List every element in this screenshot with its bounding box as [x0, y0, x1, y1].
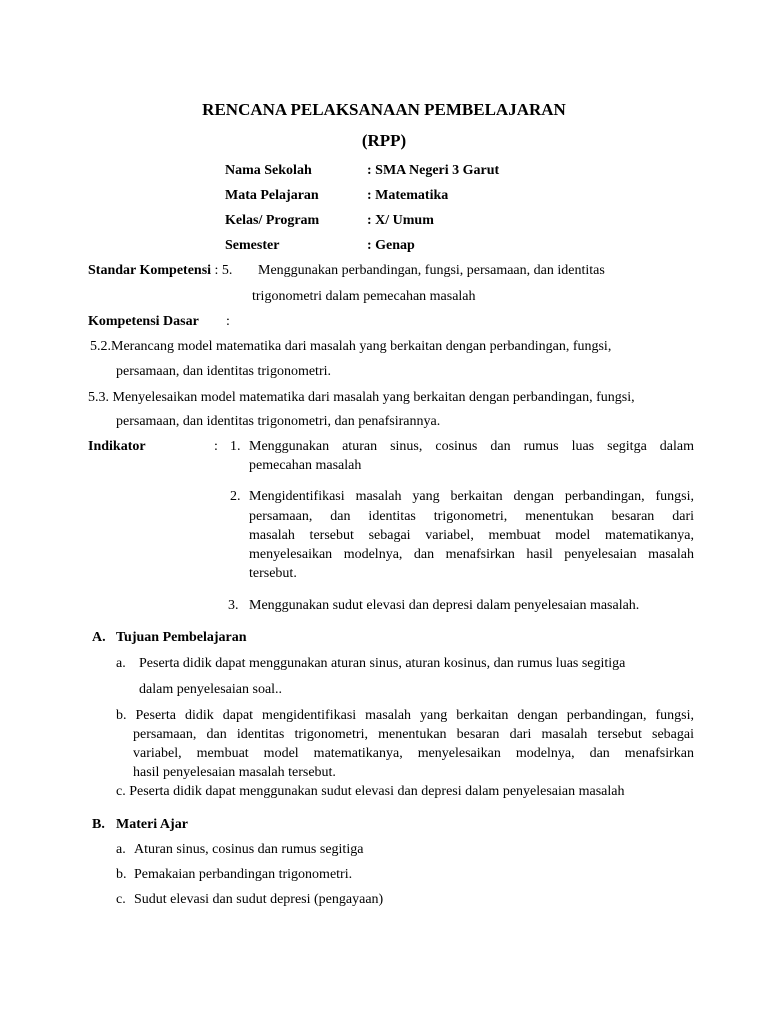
materi-item-c-text: Sudut elevasi dan sudut depresi (pengayaan) — [134, 892, 384, 907]
tujuan-a-mark: a. — [116, 656, 126, 671]
kompetensi-label: Kompetensi Dasar — [88, 314, 199, 329]
standar-kompetensi — [88, 261, 232, 281]
identity-label-class: Kelas/ Program — [225, 213, 320, 228]
tujuan-a-line1: Peserta didik dapat menggunakan aturan sinus, aturan kosinus, dan rumus luas segitiga — [139, 656, 626, 671]
tujuan-a-line2: dalam penyelesaian soal.. — [139, 682, 283, 697]
kd-5-3-line2: persamaan, dan identitas trigonometri, dan penafsirannya. — [116, 414, 441, 429]
standar-label: Standar Kompetensi — [88, 263, 212, 278]
tujuan-b-line2: persamaan, dan identitas trigonometri, menentukan besaran dari masalah tersebut sebagai — [133, 727, 694, 742]
kd-5-2-line1: 5.2.Merancang model matematika dari masalah yang berkaitan dengan perbandingan, fungsi, — [90, 339, 612, 354]
indikator-3-number: 3. — [228, 598, 239, 613]
identity-label-subject: Mata Pelajaran — [225, 188, 319, 203]
materi-item-a-mark: a. — [116, 842, 126, 857]
indikator-2-line5: tersebut. — [249, 566, 297, 581]
kd-5-3-line1: 5.3. Menyelesaikan model matematika dari masalah yang berkaitan dengan perbandingan, fungsi, — [88, 390, 635, 405]
tujuan-b-line3: variabel, membuat model matematikanya, menyelesaikan modelnya, dan menafsirkan — [133, 746, 694, 761]
tujuan-b-line4: hasil penyelesaian masalah tersebut. — [133, 765, 336, 780]
identity-value-subject: : Matematika — [367, 188, 449, 203]
indikator-2-line3: masalah tersebut sebagai variabel, membuat model matematikanya, — [249, 528, 694, 543]
indikator-1-number: 1. — [230, 439, 241, 454]
kompetensi-separator: : — [226, 314, 230, 329]
indikator-3-text: Menggunakan sudut elevasi dan depresi dalam penyelesaian masalah. — [249, 598, 640, 613]
kd-5-2-line2: persamaan, dan identitas trigonometri. — [116, 364, 331, 379]
indikator-2-number: 2. — [230, 489, 241, 504]
standar-text-line1: Menggunakan perbandingan, fungsi, persamaan, dan identitas — [258, 263, 605, 278]
indikator-1-line1: Menggunakan aturan sinus, cosinus dan rumus luas segitga dalam — [249, 439, 694, 454]
indikator-2-line4: menyelesaikan modelnya, dan menafsirkan hasil penyelesaian masalah — [249, 547, 694, 562]
document-title: RENCANA PELAKSANAAN PEMBELAJARAN — [202, 100, 566, 119]
materi-item-a-text: Aturan sinus, cosinus dan rumus segitiga — [134, 842, 364, 857]
identity-value-school: : SMA Negeri 3 Garut — [367, 163, 500, 178]
tujuan-c-line1: c. Peserta didik dapat menggunakan sudut elevasi dan depresi dalam penyelesaian masalah — [116, 784, 625, 799]
identity-value-class: : X/ Umum — [367, 213, 434, 228]
section-a-letter: A. — [92, 630, 106, 645]
identity-label-school: Nama Sekolah — [225, 163, 312, 178]
materi-item-b-text: Pemakaian perbandingan trigonometri. — [134, 867, 353, 882]
identity-value-semester: : Genap — [367, 238, 415, 253]
indikator-label: Indikator — [88, 439, 146, 454]
indikator-1-line2: pemecahan masalah — [249, 458, 362, 473]
section-b-letter: B. — [92, 817, 105, 832]
indikator-2-line2: persamaan, dan identitas trigonometri, menentukan besaran dari — [249, 509, 694, 524]
identity-label-semester: Semester — [225, 238, 280, 253]
document-subtitle: (RPP) — [361, 131, 407, 150]
tujuan-b-line1: b. Peserta didik dapat mengidentifikasi masalah yang berkaitan dengan perbandingan, fungsi, — [116, 708, 694, 723]
standar-separator: : 5. — [214, 263, 233, 278]
materi-item-b-mark: b. — [116, 867, 127, 882]
standar-text-line2: trigonometri dalam pemecahan masalah — [252, 289, 476, 304]
section-b-heading: Materi Ajar — [116, 817, 188, 832]
section-a-heading: Tujuan Pembelajaran — [116, 630, 247, 645]
indikator-separator: : — [214, 439, 218, 454]
materi-item-c-mark: c. — [116, 892, 126, 907]
indikator-2-line1: Mengidentifikasi masalah yang berkaitan dengan perbandingan, fungsi, — [249, 489, 694, 504]
